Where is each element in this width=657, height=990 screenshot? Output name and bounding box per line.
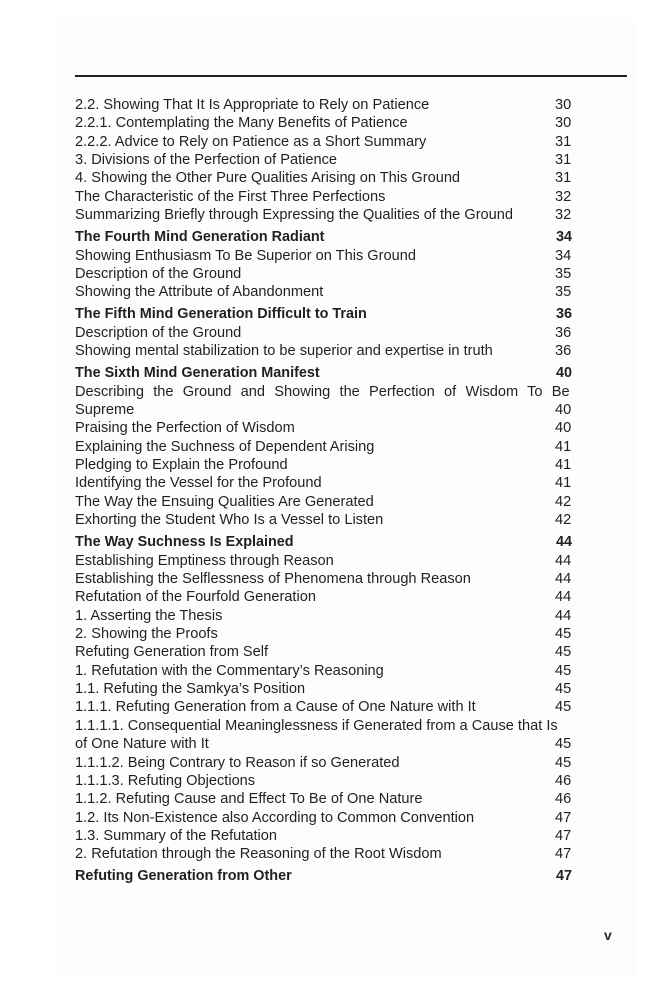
- toc-entry-title: 1.1. Refuting the Samkya’s Position: [75, 681, 306, 698]
- toc-entry-page-number: 45: [555, 754, 572, 771]
- toc-entry-title: Explaining the Suchness of Dependent Arising: [75, 438, 375, 455]
- toc-entry-page-number: 42: [555, 493, 572, 510]
- toc-entry-page-number: 36: [556, 305, 573, 322]
- toc-entry-title: The Sixth Mind Generation Manifest: [75, 364, 320, 381]
- toc-entry-page-number: 45: [555, 662, 572, 679]
- toc-entry-title: The Way the Ensuing Qualities Are Generated: [75, 493, 374, 510]
- toc-entry-title: 2.2. Showing That It Is Appropriate to Rely on Patience: [75, 97, 430, 113]
- toc-entry-title: Refuting Generation from Self: [75, 644, 269, 661]
- toc-entry-title: Describing the Ground and Showing the Perfection of Wisdom To Be: [75, 383, 570, 400]
- toc-entry-page-number: 45: [555, 699, 572, 716]
- toc-entry-page-number: 35: [555, 265, 572, 282]
- toc-entry-title: 1.1.1.2. Being Contrary to Reason if so Generated: [75, 754, 400, 771]
- toc-entry-title: Supreme: [75, 402, 135, 418]
- toc-entry-page-number: 44: [556, 533, 573, 550]
- toc-entry-page-number: 41: [555, 438, 572, 455]
- toc-entry-page-number: 47: [555, 846, 572, 863]
- toc-entry-title: 1. Asserting the Thesis: [75, 607, 223, 624]
- toc-entry-title: 1.1.1. Refuting Generation from a Cause of One Nature with It: [75, 699, 476, 716]
- toc-entry-page-number: 34: [555, 247, 572, 264]
- toc-entry-title: Description of the Ground: [75, 265, 242, 282]
- toc-entry-title: of One Nature with It: [75, 736, 209, 753]
- toc-entry-page-number: 30: [555, 115, 572, 132]
- toc-entry-page-number: 44: [555, 589, 572, 606]
- toc-entry-title: Pledging to Explain the Profound: [75, 457, 288, 474]
- toc-entry-title: 3. Divisions of the Perfection of Patience: [75, 152, 338, 168]
- toc-entry-page-number: 40: [555, 420, 572, 437]
- toc-entry-page-number: 42: [555, 512, 572, 529]
- toc-entry-title: Showing Enthusiasm To Be Superior on This Ground: [75, 247, 416, 264]
- toc-entry-page-number: 31: [555, 133, 572, 150]
- toc-entry-page-number: 34: [556, 228, 573, 245]
- toc-entry-page-number: 40: [555, 402, 572, 418]
- toc-entry-title: Showing mental stabilization to be superior and expertise in truth: [75, 343, 493, 360]
- toc-entry-title: 2. Showing the Proofs: [75, 626, 218, 642]
- toc-entry-page-number: 44: [555, 552, 572, 569]
- toc-entry-page-number: 47: [555, 809, 572, 826]
- toc-entry-page-number: 30: [555, 97, 572, 113]
- toc-entry-page-number: 31: [555, 170, 572, 187]
- toc-entry-page-number: 36: [555, 343, 572, 360]
- toc-entry-page-number: 41: [555, 475, 572, 492]
- toc-entry-title: The Characteristic of the First Three Perfections: [75, 188, 386, 205]
- toc-entry-page-number: 41: [555, 457, 572, 474]
- toc-entry-page-number: 45: [555, 626, 572, 642]
- toc-entry-page-number: 45: [555, 736, 572, 753]
- toc-entry-title: 2. Refutation through the Reasoning of the Root Wisdom: [75, 846, 442, 863]
- toc-entry-page-number: 46: [555, 791, 572, 808]
- toc-entry-page-number: 45: [555, 644, 572, 661]
- folio-page-number: v: [604, 927, 612, 943]
- toc-entry-page-number: 36: [555, 324, 572, 341]
- toc-entry-page-number: 44: [555, 607, 572, 624]
- toc-entry-title: Refutation of the Fourfold Generation: [75, 589, 316, 606]
- toc-entry-title: Exhorting the Student Who Is a Vessel to Listen: [75, 512, 384, 529]
- toc-entry-title: Summarizing Briefly through Expressing the Qualities of the Ground: [75, 207, 514, 224]
- toc-entry-title: Praising the Perfection of Wisdom: [75, 420, 295, 437]
- toc-entry-page-number: 31: [555, 152, 572, 168]
- toc-entry-title: Showing the Attribute of Abandonment: [75, 284, 324, 301]
- toc-entry-title: 1.3. Summary of the Refutation: [75, 827, 277, 844]
- toc-entry-title: Refuting Generation from Other: [75, 867, 292, 884]
- toc-entry-page-number: 44: [555, 571, 572, 587]
- toc-entry-title: 4. Showing the Other Pure Qualities Arising on This Ground: [75, 170, 461, 187]
- toc-entry-title: Establishing Emptiness through Reason: [75, 552, 334, 569]
- toc-entry-title: 1. Refutation with the Commentary’s Reasoning: [75, 662, 384, 679]
- toc-entry-page-number: 40: [556, 364, 573, 381]
- toc-entry-page-number: 32: [555, 207, 572, 224]
- toc-entry-title: The Fourth Mind Generation Radiant: [75, 228, 325, 245]
- toc-entry-title: Identifying the Vessel for the Profound: [75, 475, 322, 492]
- toc-entry-title: 1.1.1.1. Consequential Meaninglessness if Generated from a Cause that Is: [75, 717, 558, 734]
- toc-entry-title: 2.2.1. Contemplating the Many Benefits of Patience: [75, 115, 408, 132]
- toc-entry-page-number: 35: [555, 284, 572, 301]
- toc-entry-title: Description of the Ground: [75, 324, 242, 341]
- toc-entry-title: 1.2. Its Non-Existence also According to Common Convention: [75, 809, 475, 826]
- toc-entry-title: 1.1.2. Refuting Cause and Effect To Be of One Nature: [75, 791, 423, 808]
- toc-entry-page-number: 47: [555, 827, 572, 844]
- toc-entry-page-number: 47: [556, 867, 573, 884]
- toc-entry-title: Establishing the Selflessness of Phenomena through Reason: [75, 571, 471, 587]
- toc-entry-page-number: 32: [555, 188, 572, 205]
- toc-entry-page-number: 46: [555, 772, 572, 789]
- toc-entry-title: The Way Suchness Is Explained: [75, 533, 294, 550]
- toc-entry-title: The Fifth Mind Generation Difficult to Train: [75, 305, 367, 322]
- toc-entry-page-number: 45: [555, 681, 572, 698]
- toc-entry-title: 2.2.2. Advice to Rely on Patience as a Short Summary: [75, 133, 427, 150]
- toc-entry-title: 1.1.1.3. Refuting Objections: [75, 772, 256, 789]
